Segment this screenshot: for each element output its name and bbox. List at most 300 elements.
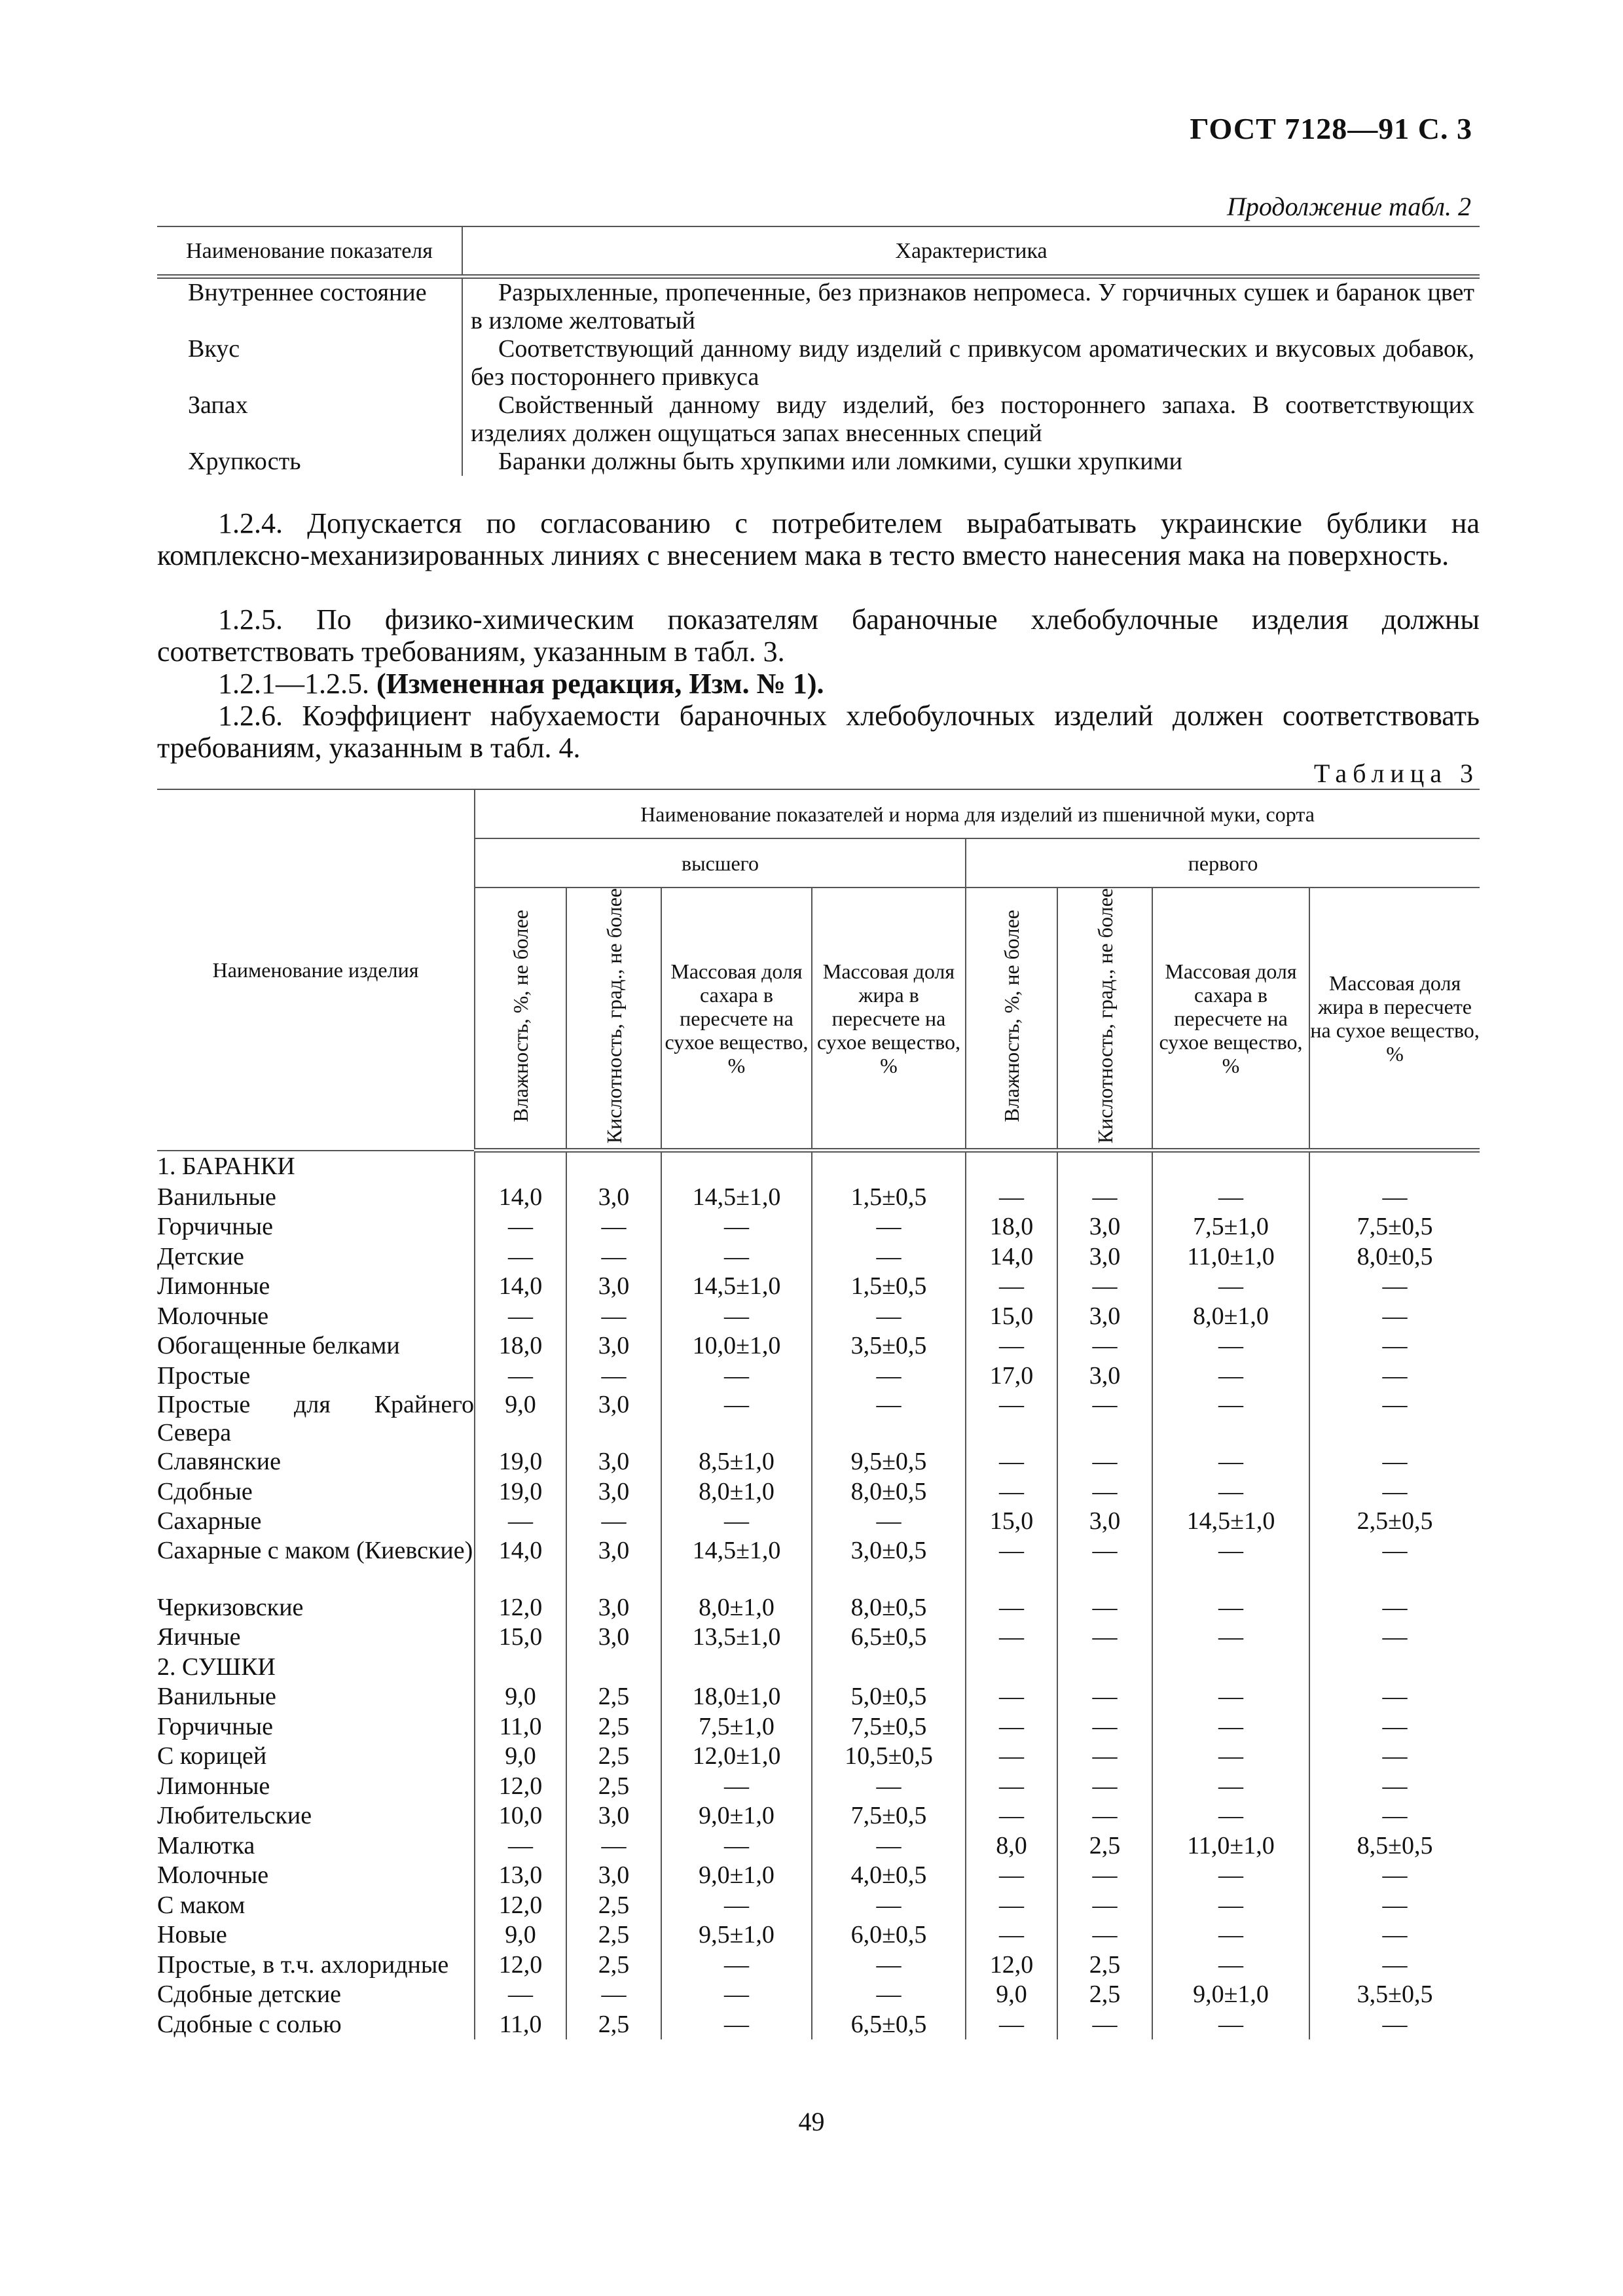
value-sugar-highest: — xyxy=(661,1772,812,1802)
value-acidity-first: 3,0 xyxy=(1057,1212,1152,1242)
value-fat-highest: 4,0±0,5 xyxy=(812,1861,966,1891)
product-name: Черкизовские xyxy=(157,1593,304,1621)
value-moisture-highest: 9,0 xyxy=(475,1920,566,1950)
value-sugar-first: — xyxy=(1152,1477,1309,1507)
value-moisture-highest: 14,0 xyxy=(475,1537,566,1593)
value-fat-highest: 8,0±0,5 xyxy=(812,1477,966,1507)
value-fat-highest: 10,5±0,5 xyxy=(812,1742,966,1772)
indicator-characteristic: Соответствующий данному виду изделий с привкусом ароматических и вкусовых добавок, без постороннего привкуса xyxy=(471,335,1474,391)
category-name: 2. СУШКИ xyxy=(157,1653,276,1681)
value-fat-first: — xyxy=(1309,1891,1480,1921)
product-name: Сдобные детские xyxy=(157,1981,342,2009)
value-fat-first: — xyxy=(1309,1361,1480,1391)
value-fat-first: — xyxy=(1309,1302,1480,1332)
table-row xyxy=(157,1950,1480,1981)
value-sugar-first: — xyxy=(1152,1447,1309,1477)
value-sugar-highest: 9,5±1,0 xyxy=(661,1920,812,1950)
indicator-characteristic: Разрыхленные, пропеченные, без признаков непромеса. У горчичных сушек и баранок цвет в изломе желтоватый xyxy=(471,279,1474,334)
value-moisture-highest: — xyxy=(475,1980,566,2010)
value-acidity-highest: 2,5 xyxy=(566,1682,661,1712)
value-acidity-first: — xyxy=(1057,1391,1152,1447)
value-sugar-first: — xyxy=(1152,1712,1309,1742)
product-name: Обогащенные белками xyxy=(157,1332,400,1360)
value-sugar-first: — xyxy=(1152,1861,1309,1891)
value-acidity-highest xyxy=(566,1151,661,1183)
table-row xyxy=(157,1623,1480,1653)
product-name: Простые для Крайнего Севера xyxy=(157,1391,474,1447)
indicator-characteristic: Баранки должны быть хрупкими или ломкими, сушки хрупкими xyxy=(498,448,1182,475)
table-row xyxy=(157,1302,1480,1332)
value-fat-highest: — xyxy=(812,1831,966,1861)
value-sugar-first: — xyxy=(1152,1682,1309,1712)
value-moisture-highest xyxy=(475,1151,566,1183)
value-acidity-first: — xyxy=(1057,1183,1152,1213)
value-fat-first: — xyxy=(1309,1272,1480,1302)
table-row xyxy=(157,1477,1480,1507)
value-moisture-first: 14,0 xyxy=(966,1242,1057,1272)
table-3 xyxy=(157,789,1480,2039)
product-name: Сахарные с маком (Киевские) xyxy=(157,1536,473,1564)
value-sugar-first: — xyxy=(1152,1593,1309,1623)
value-sugar-first xyxy=(1152,1653,1309,1683)
value-fat-highest: 9,5±0,5 xyxy=(812,1447,966,1477)
column-header-indicator: Наименование показателя xyxy=(157,226,462,277)
value-fat-highest: 6,0±0,5 xyxy=(812,1920,966,1950)
product-name: Сдобные с солью xyxy=(157,2010,342,2038)
value-fat-highest: 8,0±0,5 xyxy=(812,1593,966,1623)
value-fat-first xyxy=(1309,1151,1480,1183)
paragraph-amendment-note: 1.2.1—1.2.5. (Измененная редакция, Изм. № 1). xyxy=(218,668,824,700)
product-name: Детские xyxy=(157,1242,244,1270)
indicator-characteristic: Свойственный данному виду изделий, без постороннего запаха. В соответствующих изделиях должен ощущаться запах внесенных специй xyxy=(471,391,1474,447)
value-fat-highest: — xyxy=(812,1212,966,1242)
table-row xyxy=(157,1920,1480,1950)
value-sugar-first: — xyxy=(1152,1623,1309,1653)
value-sugar-first: 11,0±1,0 xyxy=(1152,1242,1309,1272)
value-moisture-highest: — xyxy=(475,1242,566,1272)
value-sugar-highest: — xyxy=(661,1391,812,1447)
value-sugar-highest: 9,0±1,0 xyxy=(661,1801,812,1831)
value-sugar-first: — xyxy=(1152,1361,1309,1391)
value-sugar-first: — xyxy=(1152,1950,1309,1981)
subheader-sugar-highest: Массовая доля сахара в пересчете на сухое вещество, % xyxy=(661,888,812,1151)
value-moisture-highest: 11,0 xyxy=(475,1712,566,1742)
table-row xyxy=(157,335,1480,391)
product-name: Малютка xyxy=(157,1831,255,1859)
value-sugar-highest: 14,5±1,0 xyxy=(661,1272,812,1302)
value-acidity-first: — xyxy=(1057,2010,1152,2040)
value-moisture-highest: 18,0 xyxy=(475,1331,566,1361)
value-acidity-first: — xyxy=(1057,1742,1152,1772)
product-name: С маком xyxy=(157,1891,246,1919)
value-moisture-first: 15,0 xyxy=(966,1302,1057,1332)
subheader-sugar-first: Массовая доля сахара в пересчете на сухое вещество, % xyxy=(1152,888,1309,1151)
value-fat-first: — xyxy=(1309,1593,1480,1623)
value-sugar-first: — xyxy=(1152,1331,1309,1361)
product-name: Яичные xyxy=(157,1623,241,1651)
value-acidity-first: — xyxy=(1057,1920,1152,1950)
value-fat-first: 8,5±0,5 xyxy=(1309,1831,1480,1861)
table-row xyxy=(157,1151,1480,1183)
value-acidity-first: — xyxy=(1057,1272,1152,1302)
value-moisture-first xyxy=(966,1653,1057,1683)
value-fat-first: — xyxy=(1309,1183,1480,1213)
value-acidity-first: — xyxy=(1057,1537,1152,1593)
value-moisture-first: — xyxy=(966,1772,1057,1802)
table-row xyxy=(157,277,1480,336)
product-name: Молочные xyxy=(157,1302,269,1330)
value-sugar-highest: — xyxy=(661,1950,812,1981)
product-name: Сахарные xyxy=(157,1507,262,1535)
value-sugar-first: 7,5±1,0 xyxy=(1152,1212,1309,1242)
column-header-characteristic: Характеристика xyxy=(462,226,1480,277)
value-moisture-first: 15,0 xyxy=(966,1507,1057,1537)
subheader-acidity-first: Кислотность, град., не более xyxy=(1057,888,1152,1151)
value-fat-highest: — xyxy=(812,1772,966,1802)
value-moisture-highest: 9,0 xyxy=(475,1742,566,1772)
value-moisture-first: — xyxy=(966,1861,1057,1891)
table-row xyxy=(157,1772,1480,1802)
value-sugar-highest: — xyxy=(661,1302,812,1332)
group-header-indicators: Наименование показателей и норма для изделий из пшеничной муки, сорта xyxy=(475,789,1480,838)
value-sugar-highest: 9,0±1,0 xyxy=(661,1861,812,1891)
value-fat-first: — xyxy=(1309,1950,1480,1981)
value-sugar-highest: — xyxy=(661,1212,812,1242)
product-name: Горчичные xyxy=(157,1213,273,1241)
value-moisture-first: 12,0 xyxy=(966,1950,1057,1981)
value-acidity-highest: 2,5 xyxy=(566,2010,661,2040)
table-row xyxy=(157,1891,1480,1921)
value-moisture-highest: — xyxy=(475,1831,566,1861)
table-row xyxy=(157,1742,1480,1772)
value-sugar-first: — xyxy=(1152,1772,1309,1802)
table-row xyxy=(157,1980,1480,2010)
value-moisture-first: — xyxy=(966,1801,1057,1831)
value-acidity-highest: 3,0 xyxy=(566,1331,661,1361)
value-sugar-first: — xyxy=(1152,1391,1309,1447)
value-moisture-first: 8,0 xyxy=(966,1831,1057,1861)
value-moisture-first: — xyxy=(966,1537,1057,1593)
value-sugar-first: — xyxy=(1152,2010,1309,2040)
value-sugar-highest: 14,5±1,0 xyxy=(661,1183,812,1213)
value-acidity-highest: 2,5 xyxy=(566,1950,661,1981)
category-name: 1. БАРАНКИ xyxy=(157,1152,295,1180)
value-sugar-highest: 18,0±1,0 xyxy=(661,1682,812,1712)
value-moisture-highest: — xyxy=(475,1507,566,1537)
value-sugar-first: — xyxy=(1152,1272,1309,1302)
value-sugar-first: — xyxy=(1152,1920,1309,1950)
value-fat-highest: 6,5±0,5 xyxy=(812,2010,966,2040)
value-sugar-highest: — xyxy=(661,1242,812,1272)
value-sugar-first: — xyxy=(1152,1891,1309,1921)
value-moisture-first: — xyxy=(966,2010,1057,2040)
value-acidity-first: — xyxy=(1057,1331,1152,1361)
value-moisture-highest: — xyxy=(475,1212,566,1242)
value-fat-highest: 7,5±0,5 xyxy=(812,1712,966,1742)
value-moisture-highest: 13,0 xyxy=(475,1861,566,1891)
value-acidity-highest: 3,0 xyxy=(566,1623,661,1653)
value-acidity-highest: — xyxy=(566,1242,661,1272)
value-moisture-highest: 11,0 xyxy=(475,2010,566,2040)
product-name: С корицей xyxy=(157,1742,267,1770)
value-sugar-highest: — xyxy=(661,1891,812,1921)
value-sugar-highest: 8,0±1,0 xyxy=(661,1593,812,1623)
table-row xyxy=(157,1831,1480,1861)
value-fat-highest: — xyxy=(812,1391,966,1447)
product-name: Сдобные xyxy=(157,1477,253,1505)
document-header: ГОСТ 7128—91 С. 3 xyxy=(1190,112,1472,145)
value-sugar-first: 11,0±1,0 xyxy=(1152,1831,1309,1861)
product-name: Славянские xyxy=(157,1448,281,1476)
value-acidity-first: — xyxy=(1057,1623,1152,1653)
value-fat-first xyxy=(1309,1653,1480,1683)
value-acidity-first: — xyxy=(1057,1861,1152,1891)
value-fat-first: 2,5±0,5 xyxy=(1309,1507,1480,1537)
table-row xyxy=(157,1861,1480,1891)
subheader-moisture-highest: Влажность, %, не более xyxy=(475,888,566,1151)
value-acidity-highest: — xyxy=(566,1302,661,1332)
value-acidity-first: 3,0 xyxy=(1057,1242,1152,1272)
value-fat-first: — xyxy=(1309,2010,1480,2040)
value-acidity-highest: 2,5 xyxy=(566,1712,661,1742)
indicator-name: Хрупкость xyxy=(157,448,462,476)
value-sugar-highest: 10,0±1,0 xyxy=(661,1331,812,1361)
value-fat-highest: — xyxy=(812,1891,966,1921)
value-moisture-first: — xyxy=(966,1183,1057,1213)
value-acidity-first: — xyxy=(1057,1477,1152,1507)
value-sugar-highest: — xyxy=(661,1507,812,1537)
value-moisture-highest: 12,0 xyxy=(475,1891,566,1921)
value-fat-first: — xyxy=(1309,1331,1480,1361)
value-acidity-highest: — xyxy=(566,1980,661,2010)
value-sugar-highest: 12,0±1,0 xyxy=(661,1742,812,1772)
value-acidity-first: 2,5 xyxy=(1057,1831,1152,1861)
value-moisture-first: — xyxy=(966,1272,1057,1302)
value-moisture-highest xyxy=(475,1653,566,1683)
paragraph-1-2-5: 1.2.5. По физико-химическим показателям бараночные хлебобулочные изделия должны соответствовать требованиям, указанным в табл. 3. xyxy=(157,603,1480,668)
product-name: Новые xyxy=(157,1921,227,1949)
table-row xyxy=(157,1212,1480,1242)
value-fat-first: — xyxy=(1309,1742,1480,1772)
table-continuation-label: Продолжение табл. 2 xyxy=(1226,192,1471,221)
value-fat-highest xyxy=(812,1653,966,1683)
value-acidity-first: 3,0 xyxy=(1057,1507,1152,1537)
value-fat-first: — xyxy=(1309,1801,1480,1831)
table-row xyxy=(157,1183,1480,1213)
value-acidity-highest: 2,5 xyxy=(566,1742,661,1772)
value-acidity-highest: 3,0 xyxy=(566,1537,661,1593)
value-fat-highest: 6,5±0,5 xyxy=(812,1623,966,1653)
value-sugar-first: — xyxy=(1152,1183,1309,1213)
value-fat-highest: — xyxy=(812,1980,966,2010)
value-moisture-first: — xyxy=(966,1331,1057,1361)
value-acidity-first: — xyxy=(1057,1712,1152,1742)
value-sugar-highest: — xyxy=(661,1980,812,2010)
table-row xyxy=(157,1593,1480,1623)
value-moisture-first: — xyxy=(966,1477,1057,1507)
value-sugar-first: — xyxy=(1152,1537,1309,1593)
value-moisture-highest: — xyxy=(475,1361,566,1391)
value-fat-first: — xyxy=(1309,1391,1480,1447)
value-moisture-highest: 15,0 xyxy=(475,1623,566,1653)
value-moisture-highest: 12,0 xyxy=(475,1593,566,1623)
value-moisture-first: — xyxy=(966,1682,1057,1712)
table-row xyxy=(157,448,1480,476)
table-row xyxy=(157,2010,1480,2040)
value-acidity-highest: 3,0 xyxy=(566,1272,661,1302)
value-acidity-highest xyxy=(566,1653,661,1683)
value-moisture-first: — xyxy=(966,1593,1057,1623)
value-moisture-first: — xyxy=(966,1447,1057,1477)
value-acidity-first xyxy=(1057,1653,1152,1683)
value-fat-first: — xyxy=(1309,1712,1480,1742)
value-acidity-first: — xyxy=(1057,1447,1152,1477)
value-fat-first: — xyxy=(1309,1447,1480,1477)
table-3-label: Таблица 3 xyxy=(1313,759,1479,788)
value-sugar-first: 8,0±1,0 xyxy=(1152,1302,1309,1332)
page-number: 49 xyxy=(798,2107,825,2136)
table-row xyxy=(157,1447,1480,1477)
table-row xyxy=(157,1712,1480,1742)
value-fat-highest: — xyxy=(812,1302,966,1332)
value-moisture-first: — xyxy=(966,1742,1057,1772)
value-acidity-first: 2,5 xyxy=(1057,1950,1152,1981)
column-header-product-name: Наименование изделия xyxy=(157,789,475,1151)
value-acidity-first: — xyxy=(1057,1891,1152,1921)
value-moisture-first: — xyxy=(966,1920,1057,1950)
value-sugar-highest: 8,5±1,0 xyxy=(661,1447,812,1477)
value-fat-highest: — xyxy=(812,1242,966,1272)
value-moisture-highest: 12,0 xyxy=(475,1772,566,1802)
paragraph-1-2-4: 1.2.4. Допускается по согласованию с потребителем вырабатывать украинские бублики на комплексно-механизированных линиях с внесением мака в тесто вместо нанесения мака на поверхность. xyxy=(157,507,1480,571)
value-acidity-highest: 3,0 xyxy=(566,1447,661,1477)
value-moisture-first: 18,0 xyxy=(966,1212,1057,1242)
value-moisture-first xyxy=(966,1151,1057,1183)
value-sugar-highest xyxy=(661,1653,812,1683)
value-fat-highest: — xyxy=(812,1361,966,1391)
value-fat-highest xyxy=(812,1151,966,1183)
value-moisture-highest: 14,0 xyxy=(475,1272,566,1302)
value-moisture-first: 17,0 xyxy=(966,1361,1057,1391)
value-fat-first: — xyxy=(1309,1682,1480,1712)
value-acidity-highest: — xyxy=(566,1831,661,1861)
table-row xyxy=(157,1272,1480,1302)
value-moisture-first: — xyxy=(966,1391,1057,1447)
value-sugar-highest: — xyxy=(661,1831,812,1861)
grade-header-highest: высшего xyxy=(475,838,966,888)
value-fat-highest: 3,0±0,5 xyxy=(812,1537,966,1593)
value-acidity-highest: 2,5 xyxy=(566,1772,661,1802)
value-acidity-highest: 2,5 xyxy=(566,1920,661,1950)
value-moisture-first: — xyxy=(966,1891,1057,1921)
product-name: Ванильные xyxy=(157,1183,276,1211)
table-row xyxy=(157,1653,1480,1683)
value-acidity-highest: 3,0 xyxy=(566,1593,661,1623)
product-name: Простые xyxy=(157,1361,251,1390)
table-row xyxy=(157,1537,1480,1593)
table-2-continuation xyxy=(157,226,1480,476)
value-acidity-highest: — xyxy=(566,1507,661,1537)
product-name: Простые, в т.ч. ахлоридные xyxy=(157,1950,449,1979)
value-moisture-first: 9,0 xyxy=(966,1980,1057,2010)
value-acidity-highest: 3,0 xyxy=(566,1801,661,1831)
value-moisture-first: — xyxy=(966,1623,1057,1653)
product-name: Лимонные xyxy=(157,1772,270,1800)
value-fat-highest: 1,5±0,5 xyxy=(812,1183,966,1213)
value-moisture-highest: 9,0 xyxy=(475,1682,566,1712)
product-name: Лимонные xyxy=(157,1272,270,1300)
grade-header-first: первого xyxy=(966,838,1480,888)
value-acidity-first: — xyxy=(1057,1593,1152,1623)
value-fat-first: 8,0±0,5 xyxy=(1309,1242,1480,1272)
value-acidity-highest: 3,0 xyxy=(566,1477,661,1507)
table-row xyxy=(157,1361,1480,1391)
value-acidity-highest: — xyxy=(566,1361,661,1391)
subheader-fat-highest: Массовая доля жира в пересчете на сухое вещество, % xyxy=(812,888,966,1151)
table-row xyxy=(157,1682,1480,1712)
value-acidity-first: 2,5 xyxy=(1057,1980,1152,2010)
value-moisture-highest: 12,0 xyxy=(475,1950,566,1981)
table-row xyxy=(157,1801,1480,1831)
value-acidity-first: — xyxy=(1057,1801,1152,1831)
value-sugar-first: — xyxy=(1152,1801,1309,1831)
subheader-moisture-first: Влажность, %, не более xyxy=(966,888,1057,1151)
value-sugar-highest xyxy=(661,1151,812,1183)
value-acidity-first xyxy=(1057,1151,1152,1183)
table-row xyxy=(157,1507,1480,1537)
value-moisture-first: — xyxy=(966,1712,1057,1742)
value-moisture-highest: 10,0 xyxy=(475,1801,566,1831)
value-fat-highest: 5,0±0,5 xyxy=(812,1682,966,1712)
value-acidity-first: 3,0 xyxy=(1057,1361,1152,1391)
value-fat-highest: 7,5±0,5 xyxy=(812,1801,966,1831)
table-row xyxy=(157,1331,1480,1361)
subheader-acidity-highest: Кислотность, град., не более xyxy=(566,888,661,1151)
value-fat-first: 7,5±0,5 xyxy=(1309,1212,1480,1242)
value-moisture-highest: 19,0 xyxy=(475,1447,566,1477)
value-fat-first: 3,5±0,5 xyxy=(1309,1980,1480,2010)
value-acidity-highest: 2,5 xyxy=(566,1891,661,1921)
value-moisture-highest: 14,0 xyxy=(475,1183,566,1213)
indicator-name: Запах xyxy=(157,391,462,448)
indicator-name: Вкус xyxy=(157,335,462,391)
paragraph-1-2-6: 1.2.6. Коэффициент набухаемости бараночных хлебобулочных изделий должен соответствовать требованиям, указанным в табл. 4. xyxy=(157,700,1480,764)
value-moisture-highest: 19,0 xyxy=(475,1477,566,1507)
table-row xyxy=(157,391,1480,448)
value-sugar-first: — xyxy=(1152,1742,1309,1772)
value-sugar-highest: 13,5±1,0 xyxy=(661,1623,812,1653)
value-sugar-highest: 8,0±1,0 xyxy=(661,1477,812,1507)
value-fat-first: — xyxy=(1309,1772,1480,1802)
value-sugar-first: 9,0±1,0 xyxy=(1152,1980,1309,2010)
table-row xyxy=(157,1391,1480,1447)
value-sugar-highest: — xyxy=(661,2010,812,2040)
value-acidity-first: — xyxy=(1057,1772,1152,1802)
value-fat-highest: — xyxy=(812,1950,966,1981)
value-moisture-highest: 9,0 xyxy=(475,1391,566,1447)
value-acidity-highest: 3,0 xyxy=(566,1861,661,1891)
value-sugar-highest: 14,5±1,0 xyxy=(661,1537,812,1593)
product-name: Любительские xyxy=(157,1802,312,1830)
value-fat-highest: 1,5±0,5 xyxy=(812,1272,966,1302)
value-acidity-highest: 3,0 xyxy=(566,1391,661,1447)
value-fat-highest: 3,5±0,5 xyxy=(812,1331,966,1361)
value-fat-first: — xyxy=(1309,1537,1480,1593)
value-acidity-first: 3,0 xyxy=(1057,1302,1152,1332)
value-fat-first: — xyxy=(1309,1861,1480,1891)
value-fat-first: — xyxy=(1309,1477,1480,1507)
value-sugar-first: 14,5±1,0 xyxy=(1152,1507,1309,1537)
